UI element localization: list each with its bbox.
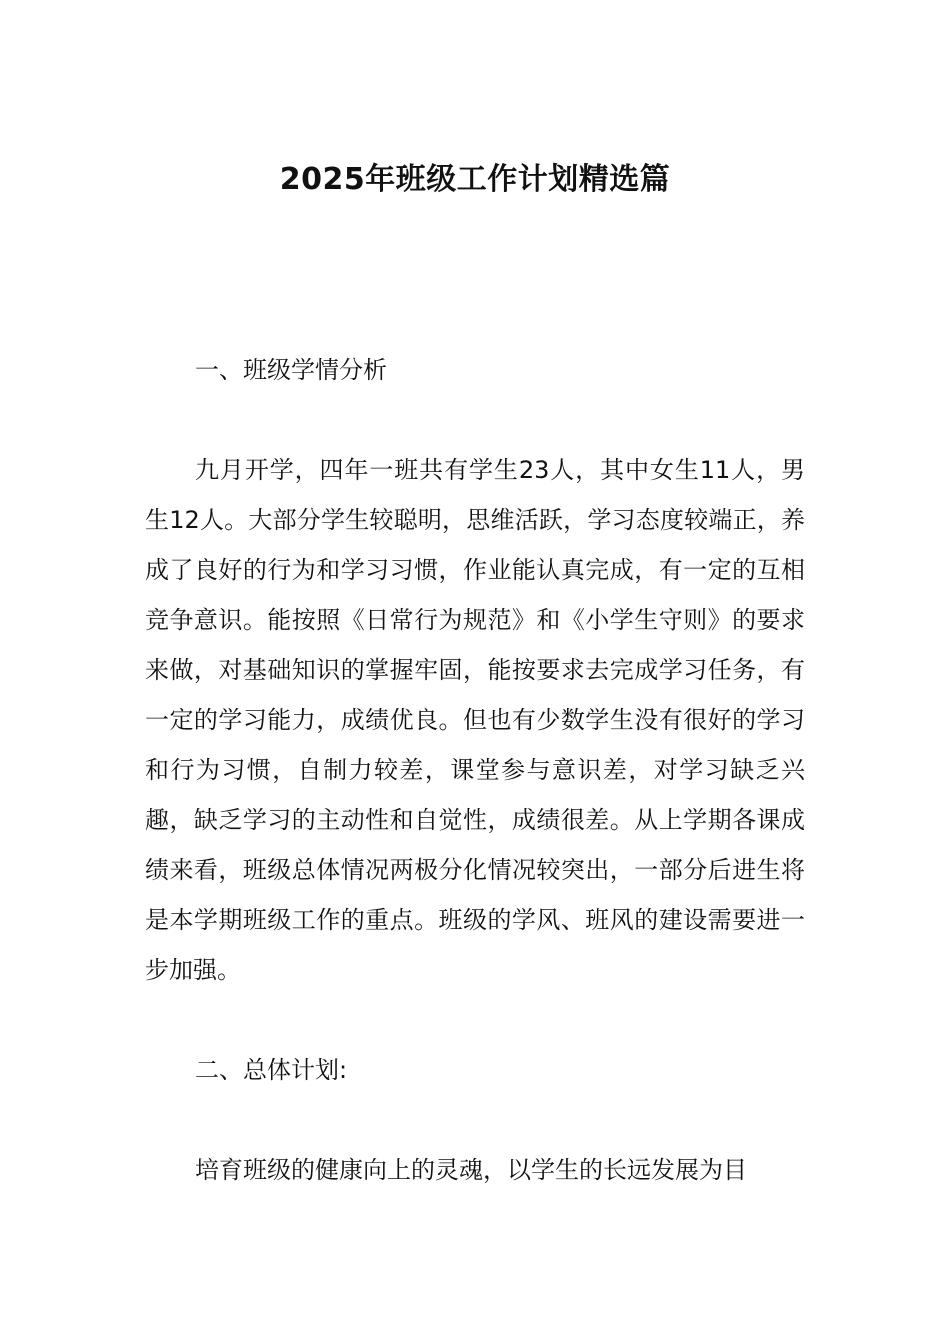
section-heading-2: 二、总体计划: [195,1056,348,1084]
paragraph-2: 培育班级的健康向上的灵魂，以学生的长远发展为目 [195,1156,747,1184]
document-body [145,345,805,1245]
paragraph-1: 九月开学，四年一班共有学生23人，其中女生11人，男生12人。大部分学生较聪明，思维活跃，学习态度较端正，养成了良好的行为和学习习惯，作业能认真完成，有一定的互相竞争意识。能按照《日常行为规范》和《小学生守则》的要求来做，对基础知识的掌握牢固，能按要求去完成学习任务，有一定的学习能力，成绩优良。但也有少数学生没有很好的学习和行为习惯，自制力较差，课堂参与意识差，对学习缺乏兴趣，缺乏学习的主动性和自觉性，成绩很差。从上学期各课成绩来看，班级总体情况两极分化情况较突出，一部分后进生将是本学期班级工作的重点。班级的学风、班风的建设需要进一步加强。 [145,456,805,984]
section-heading-1: 一、班级学情分析 [195,356,387,384]
document-title: 2025年班级工作计划精选篇 [279,162,671,197]
